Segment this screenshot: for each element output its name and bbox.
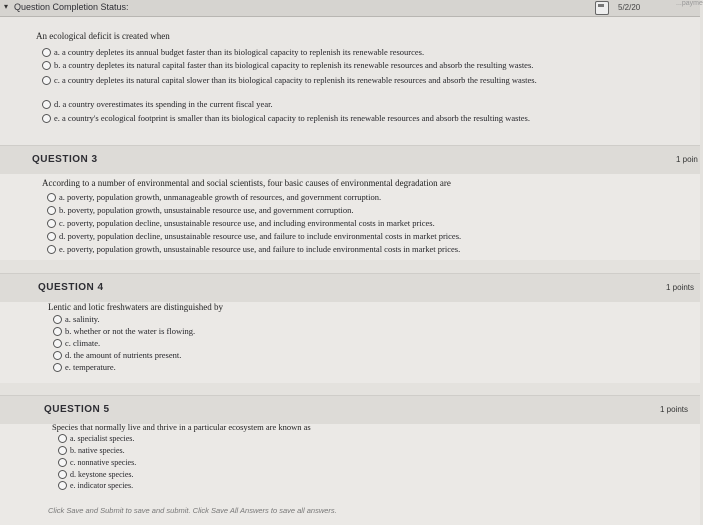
- question-3-stem: According to a number of environmental and social scientists, four basic causes of environmental degradation are: [42, 178, 451, 188]
- q2-option-d[interactable]: [42, 99, 273, 109]
- status-bar: [0, 0, 703, 17]
- radio-button[interactable]: [42, 61, 51, 70]
- radio-button[interactable]: [58, 446, 67, 455]
- q5-option-d[interactable]: [58, 470, 134, 479]
- radio-button[interactable]: [58, 470, 67, 479]
- q5-option-b[interactable]: [58, 446, 125, 455]
- question-4-header: [0, 273, 700, 302]
- radio-button[interactable]: [58, 434, 67, 443]
- q2-option-a[interactable]: [42, 47, 424, 57]
- q3-option-d[interactable]: [47, 231, 461, 241]
- q4-option-e[interactable]: [53, 362, 116, 372]
- radio-button[interactable]: [53, 351, 62, 360]
- option-label: c. a country depletes its natural capital slower than its biological capacity to replenish its renewable resources and absorb the resulting wastes.: [54, 75, 537, 85]
- option-label: e. poverty, population growth, unsustainable resource use, and failure to include environmental costs in market prices.: [59, 244, 461, 254]
- q3-option-a[interactable]: [47, 192, 381, 202]
- question-2-stem: An ecological deficit is created when: [36, 31, 170, 41]
- radio-button[interactable]: [53, 339, 62, 348]
- option-label: d. keystone species.: [70, 470, 134, 479]
- question-completion-status[interactable]: Question Completion Status:: [14, 2, 129, 12]
- option-label: e. a country's ecological footprint is smaller than its biological capacity to replenish its renewable resources and absorb the resulting wastes.: [54, 113, 530, 123]
- q5-option-a[interactable]: [58, 434, 134, 443]
- question-4-stem: Lentic and lotic freshwaters are distinguished by: [48, 302, 223, 312]
- q4-option-d[interactable]: [53, 350, 181, 360]
- option-label: b. whether or not the water is flowing.: [65, 326, 196, 336]
- radio-button[interactable]: [58, 481, 67, 490]
- option-label: d. poverty, population decline, unsustainable resource use, and failure to include environmental costs in market prices.: [59, 231, 462, 241]
- option-label: a. salinity.: [65, 314, 100, 324]
- question-3-title: QUESTION 3: [32, 154, 98, 165]
- radio-button[interactable]: [42, 100, 51, 109]
- option-label: d. a country overestimates its spending in the current fiscal year.: [54, 99, 273, 109]
- q4-option-c[interactable]: [53, 338, 100, 348]
- option-label: c. nonnative species.: [70, 458, 137, 467]
- question-4-points: 1 points: [666, 283, 695, 292]
- radio-button[interactable]: [47, 193, 56, 202]
- question-3-panel: [0, 145, 700, 260]
- question-5-stem: Species that normally live and thrive in a particular ecosystem are known as: [52, 422, 311, 432]
- radio-button[interactable]: [42, 48, 51, 57]
- option-label: c. poverty, population decline, unsustainable resource use, and including environmental costs in market prices.: [59, 218, 435, 228]
- q5-option-c[interactable]: [58, 458, 136, 467]
- option-label: e. indicator species.: [70, 481, 134, 490]
- radio-button[interactable]: [47, 219, 56, 228]
- option-label: a. specialist species.: [70, 434, 135, 443]
- q3-option-e[interactable]: [47, 244, 460, 254]
- option-label: b. native species.: [70, 446, 125, 455]
- radio-button[interactable]: [42, 114, 51, 123]
- radio-button[interactable]: [47, 245, 56, 254]
- option-label: c. climate.: [65, 338, 101, 348]
- q4-option-a[interactable]: [53, 314, 100, 324]
- radio-button[interactable]: [58, 458, 67, 467]
- radio-button[interactable]: [47, 232, 56, 241]
- chevron-down-icon[interactable]: ▾: [4, 2, 9, 11]
- option-label: a. poverty, population growth, unmanageable growth of resources, and government corruption.: [59, 192, 382, 202]
- radio-button[interactable]: [53, 363, 62, 372]
- q2-option-e[interactable]: [42, 113, 530, 123]
- question-4-title: QUESTION 4: [38, 282, 104, 293]
- q3-option-c[interactable]: [47, 218, 435, 228]
- corner-link[interactable]: ...payme: [676, 0, 703, 7]
- radio-button[interactable]: [47, 206, 56, 215]
- option-label: a. a country depletes its annual budget faster than its biological capacity to replenish its renewable resources.: [54, 47, 425, 57]
- question-5-title: QUESTION 5: [44, 404, 110, 415]
- question-5-header: [0, 395, 700, 424]
- q2-option-b[interactable]: [42, 60, 533, 70]
- option-label: d. the amount of nutrients present.: [65, 350, 182, 360]
- option-label: e. temperature.: [65, 362, 116, 372]
- radio-button[interactable]: [42, 76, 51, 85]
- radio-button[interactable]: [53, 315, 62, 324]
- question-5-panel: [0, 395, 700, 525]
- radio-button[interactable]: [53, 327, 62, 336]
- q5-option-e[interactable]: [58, 481, 133, 490]
- save-instructions: Click Save and Submit to save and submit. Click Save All Answers to save all answers.: [48, 506, 337, 515]
- date-label: 5/2/20: [618, 3, 641, 12]
- option-label: b. a country depletes its natural capital faster than its biological capacity to replenish its renewable resources and absorb the resulting wastes.: [54, 60, 534, 70]
- q2-option-c[interactable]: [42, 75, 594, 85]
- question-3-header: [0, 145, 700, 174]
- q3-option-b[interactable]: [47, 205, 354, 215]
- option-label: b. poverty, population growth, unsustainable resource use, and government corruption.: [59, 205, 354, 215]
- question-3-points: 1 poin: [676, 155, 698, 164]
- question-5-points: 1 points: [660, 405, 689, 414]
- save-icon[interactable]: [595, 1, 609, 15]
- question-4-panel: [0, 273, 700, 383]
- q4-option-b[interactable]: [53, 326, 195, 336]
- question-2-panel: [0, 17, 700, 145]
